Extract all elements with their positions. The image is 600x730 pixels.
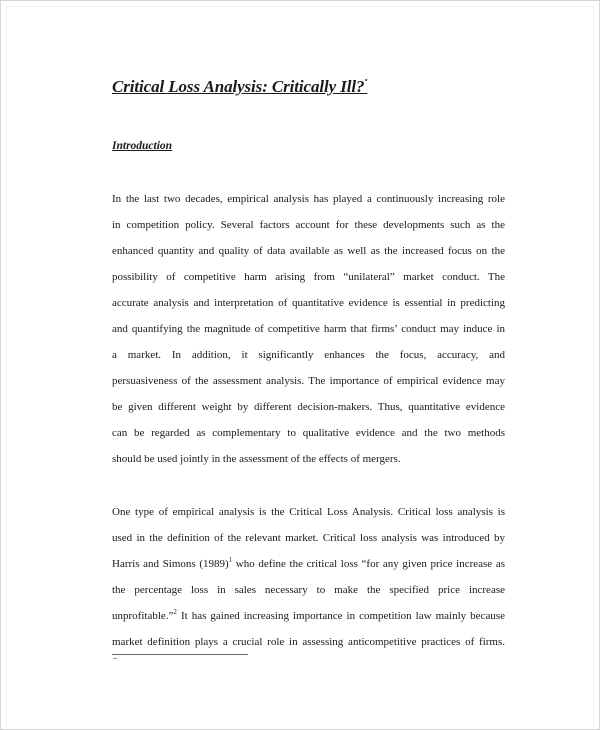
document-title: [112, 77, 367, 97]
paragraph-line: can be regarded as complementary to qualitative evidence and the two methods: [112, 427, 505, 439]
paragraph-line: accurate analysis and interpretation of quantitative evidence is essential in predicting: [112, 297, 505, 309]
paragraph-line: a market. In addition, it significantly enhances the focus, accuracy, and: [112, 349, 505, 361]
footnote-marker: [113, 658, 117, 659]
paragraph-line-with-footnote: [112, 609, 505, 635]
footnote-separator: [112, 654, 248, 655]
page-margin-guide-left: [6, 6, 7, 728]
page-margin-guide-right: [593, 6, 594, 728]
paragraph-line: enhanced quantity and quality of data available as well as the increased focus on the: [112, 245, 505, 257]
paragraph-line: persuasiveness of the assessment analysis. The importance of empirical evidence may: [112, 375, 505, 387]
paragraph-line: used in the definition of the relevant market. Critical loss analysis was introduced by: [112, 532, 505, 544]
paragraph-line: One type of empirical analysis is the Critical Loss Analysis. Critical loss analysis is: [112, 506, 505, 518]
title-footnote-mark[interactable]: *: [364, 79, 368, 85]
line-text: Harris and Simons (1989): [112, 558, 229, 570]
paragraph-line: market definition plays a crucial role in assessing anticompetitive practices of firms.: [112, 636, 505, 648]
paragraph-line: should be used jointly in the assessment of the effects of mergers.: [112, 453, 401, 465]
paragraph-line: in competition policy. Several factors account for these developments such as the: [112, 219, 505, 231]
line-text: who define the critical loss “for any given price increase as: [232, 558, 505, 570]
paragraph-line: and quantifying the magnitude of competitive harm that firms’ conduct may induce in: [112, 323, 505, 335]
paragraph-line: be given different weight by different decision-makers. Thus, quantitative evidence: [112, 401, 505, 413]
paragraph-line: the percentage loss in sales necessary to make the specified price increase: [112, 584, 505, 596]
paragraph-line: In the last two decades, empirical analysis has played a continuously increasing role: [112, 193, 505, 205]
document-title-text: Critical Loss Analysis: Critically Ill?: [112, 77, 365, 96]
line-text: It has gained increasing importance in competition law mainly because: [176, 610, 505, 622]
paragraph-1: [112, 192, 505, 478]
paragraph-2: [112, 505, 505, 661]
line-text: unprofitable.”: [112, 610, 174, 622]
paragraph-line: possibility of competitive harm arising from “unilateral” market conduct. The: [112, 271, 505, 283]
footnote-ref-1[interactable]: 1: [228, 556, 233, 564]
section-heading-introduction: Introduction: [112, 140, 173, 152]
page-margin-guide-top: [6, 6, 594, 7]
paragraph-line-with-footnote: [112, 557, 505, 583]
footnote-ref-2[interactable]: 2: [173, 608, 177, 616]
